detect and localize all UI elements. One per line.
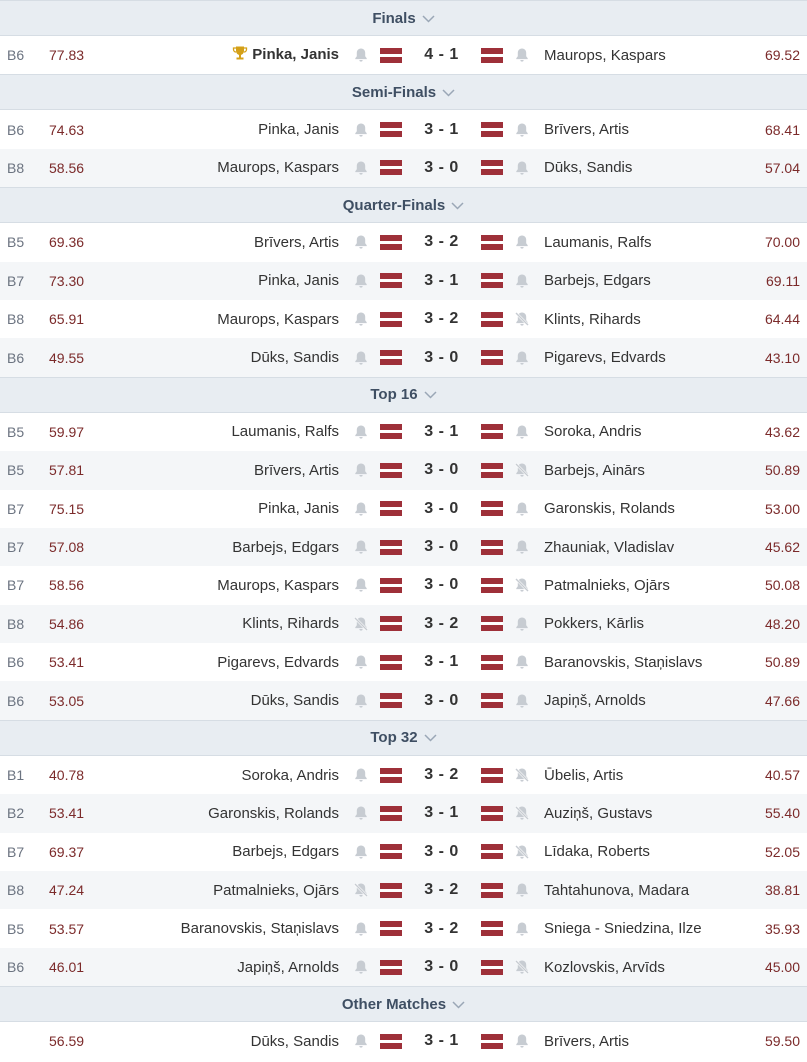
player1-average: 75.15	[49, 500, 85, 517]
player2-average: 69.11	[766, 272, 800, 289]
player2-name[interactable]: Klints, Rihards	[544, 310, 641, 328]
match-row[interactable]	[0, 528, 807, 566]
player1-average: 57.81	[49, 462, 85, 479]
bell-icon[interactable]	[352, 959, 370, 975]
player2-average: 35.93	[764, 920, 800, 937]
player2-name[interactable]: Pokkers, Kārlis	[544, 615, 645, 633]
bell-icon[interactable]	[513, 47, 531, 63]
latvia-flag-icon	[481, 424, 503, 439]
board-code: B6	[7, 349, 25, 366]
latvia-flag-icon	[380, 160, 402, 175]
latvia-flag-icon	[481, 844, 503, 859]
match-score[interactable]: 3 - 0	[424, 538, 459, 556]
player1-name-text: Baranovskis, Staņislavs	[180, 920, 339, 938]
bell-icon[interactable]	[352, 501, 370, 517]
latvia-flag-icon	[481, 883, 503, 898]
player1-name-text: Pigarevs, Edvards	[217, 653, 339, 671]
player1-average: 65.91	[49, 311, 85, 328]
player1-name[interactable]	[109, 159, 339, 176]
player2-average: 50.08	[764, 577, 800, 594]
match-score[interactable]: 3 - 2	[424, 766, 459, 784]
bell-icon[interactable]	[352, 921, 370, 937]
player2-name[interactable]: Barbejs, Ainārs	[544, 461, 645, 479]
bell-icon[interactable]	[513, 350, 531, 366]
player1-average: 73.30	[49, 272, 85, 289]
player1-name[interactable]	[109, 920, 339, 937]
match-row[interactable]	[0, 566, 807, 604]
player2-average: 50.89	[764, 654, 800, 671]
latvia-flag-icon	[481, 578, 503, 593]
match-row[interactable]	[0, 262, 807, 300]
section-title: Other Matches	[341, 995, 447, 1013]
match-score[interactable]: 3 - 2	[424, 233, 459, 251]
board-code: B6	[7, 654, 25, 671]
latvia-flag-icon	[380, 806, 402, 821]
player2-name[interactable]: Soroka, Andris	[544, 423, 642, 441]
player1-name-text: Maurops, Kaspars	[217, 576, 339, 594]
bell-icon[interactable]	[352, 234, 370, 250]
bell-icon[interactable]	[352, 577, 370, 593]
latvia-flag-icon	[481, 501, 503, 516]
bell-icon[interactable]	[352, 350, 370, 366]
player2-average: 45.62	[764, 539, 800, 556]
player1-name-text: Pinka, Janis	[258, 500, 339, 518]
bell-off-icon[interactable]	[352, 616, 370, 632]
latvia-flag-icon	[380, 655, 402, 670]
player1-average: 40.78	[49, 767, 85, 784]
player1-average: 77.83	[49, 47, 85, 64]
player2-average: 55.40	[764, 805, 800, 822]
latvia-flag-icon	[380, 424, 402, 439]
player1-name-text: Patmalnieks, Ojārs	[213, 881, 339, 899]
match-row[interactable]	[0, 36, 807, 74]
board-code: B5	[7, 920, 25, 937]
bell-icon[interactable]	[513, 654, 531, 670]
player2-average: 64.44	[764, 311, 800, 328]
section-title: Semi-Finals	[351, 83, 437, 101]
chevron-down-icon[interactable]	[451, 197, 464, 214]
match-row[interactable]	[0, 1022, 807, 1060]
match-row[interactable]	[0, 338, 807, 376]
board-code: B2	[7, 805, 25, 822]
bell-off-icon[interactable]	[513, 462, 531, 478]
player2-name[interactable]: Japiņš, Arnolds	[544, 692, 646, 710]
chevron-down-icon[interactable]	[424, 729, 437, 746]
bell-icon[interactable]	[352, 539, 370, 555]
latvia-flag-icon	[481, 655, 503, 670]
player2-name[interactable]: Barbejs, Edgars	[544, 272, 651, 290]
player2-name[interactable]: Garonskis, Rolands	[544, 500, 675, 518]
latvia-flag-icon	[380, 768, 402, 783]
player1-name[interactable]	[109, 959, 339, 976]
latvia-flag-icon	[380, 350, 402, 365]
player1-name-text: Maurops, Kaspars	[217, 159, 339, 177]
latvia-flag-icon	[380, 693, 402, 708]
bell-icon[interactable]	[513, 273, 531, 289]
bell-icon[interactable]	[513, 1033, 531, 1049]
player2-name[interactable]: Dūks, Sandis	[544, 159, 633, 177]
player2-average: 40.57	[764, 767, 800, 784]
latvia-flag-icon	[481, 160, 503, 175]
bell-icon[interactable]	[513, 693, 531, 709]
player1-name[interactable]	[109, 311, 339, 328]
board-code: B7	[7, 539, 25, 556]
board-code: B7	[7, 272, 25, 289]
latvia-flag-icon	[380, 883, 402, 898]
player2-average: 48.20	[764, 615, 800, 632]
player1-name[interactable]	[109, 843, 339, 860]
latvia-flag-icon	[481, 122, 503, 137]
bell-icon[interactable]	[352, 122, 370, 138]
match-row[interactable]	[0, 605, 807, 643]
bell-icon[interactable]	[513, 424, 531, 440]
player1-average: 57.08	[49, 539, 85, 556]
player1-name-text: Brīvers, Artis	[253, 233, 339, 251]
player1-name-text: Laumanis, Ralfs	[231, 423, 339, 441]
latvia-flag-icon	[481, 616, 503, 631]
player1-name[interactable]	[109, 1033, 339, 1050]
bell-icon[interactable]	[513, 160, 531, 176]
player1-name[interactable]	[109, 272, 339, 289]
bell-off-icon[interactable]	[513, 805, 531, 821]
latvia-flag-icon	[481, 921, 503, 936]
match-row[interactable]	[0, 149, 807, 187]
player2-average: 68.41	[764, 121, 800, 138]
player2-name[interactable]: Auziņš, Gustavs	[544, 804, 653, 822]
player1-name[interactable]	[109, 462, 339, 479]
player1-average: 58.56	[49, 159, 85, 176]
bell-icon[interactable]	[352, 693, 370, 709]
player2-average: 45.00	[764, 959, 800, 975]
player1-average: 58.56	[49, 577, 85, 594]
player2-name[interactable]: Tahtahunova, Madara	[544, 881, 690, 899]
latvia-flag-icon	[481, 235, 503, 250]
player2-average: 43.10	[764, 349, 800, 366]
bell-icon[interactable]	[352, 805, 370, 821]
match-score[interactable]: 3 - 2	[424, 881, 459, 899]
bell-icon[interactable]	[352, 844, 370, 860]
latvia-flag-icon	[380, 273, 402, 288]
match-row[interactable]	[0, 756, 807, 794]
match-row[interactable]	[0, 871, 807, 909]
player1-name-text: Pinka, Janis	[258, 121, 339, 139]
match-score[interactable]: 3 - 1	[424, 120, 459, 138]
match-row[interactable]	[0, 909, 807, 947]
match-score[interactable]: 3 - 1	[424, 1032, 459, 1050]
match-score[interactable]: 3 - 0	[424, 461, 459, 479]
player2-average: 57.04	[764, 159, 800, 176]
player1-name-text: Barbejs, Edgars	[232, 843, 339, 861]
latvia-flag-icon	[481, 960, 503, 975]
player1-name[interactable]	[109, 349, 339, 366]
match-row[interactable]	[0, 948, 807, 986]
latvia-flag-icon	[380, 312, 402, 327]
bell-off-icon[interactable]	[513, 767, 531, 783]
latvia-flag-icon	[380, 235, 402, 250]
player2-name[interactable]: Līdaka, Roberts	[544, 843, 650, 861]
player1-average: 69.37	[49, 843, 85, 860]
player2-name[interactable]: Sniega - Sniedzina, Ilze	[544, 920, 702, 938]
section-title: Quarter-Finals	[342, 196, 446, 214]
match-score[interactable]: 3 - 0	[424, 499, 459, 517]
latvia-flag-icon	[380, 122, 402, 137]
board-code: B8	[7, 882, 25, 899]
player2-name[interactable]: Baranovskis, Staņislavs	[544, 653, 703, 671]
player1-name[interactable]	[109, 654, 339, 671]
player1-name[interactable]	[109, 692, 339, 709]
player1-name[interactable]	[109, 423, 339, 440]
bell-icon[interactable]	[513, 616, 531, 632]
bell-icon[interactable]	[352, 1033, 370, 1049]
board-code: B8	[7, 159, 25, 176]
latvia-flag-icon	[380, 1034, 402, 1049]
match-score[interactable]: 3 - 0	[424, 691, 459, 709]
player1-name-text: Dūks, Sandis	[250, 692, 339, 710]
bell-icon[interactable]	[352, 767, 370, 783]
match-score[interactable]: 3 - 1	[424, 271, 459, 289]
board-code: B7	[7, 500, 25, 517]
player2-name[interactable]: Pigarevs, Edvards	[544, 349, 666, 367]
player1-name-text: Klints, Rihards	[242, 615, 339, 633]
match-score[interactable]: 3 - 1	[424, 422, 459, 440]
player2-average: 70.00	[764, 234, 800, 251]
match-row[interactable]	[0, 490, 807, 528]
player1-name-text: Japiņš, Arnolds	[237, 958, 339, 976]
section-header[interactable]	[0, 0, 807, 36]
chevron-down-icon[interactable]	[442, 84, 455, 101]
player2-name[interactable]: Brīvers, Artis	[544, 1032, 630, 1050]
bell-icon[interactable]	[352, 462, 370, 478]
match-row[interactable]	[0, 451, 807, 489]
board-code: B6	[7, 692, 25, 709]
match-row[interactable]	[0, 681, 807, 719]
player1-name-text: Pinka, Janis	[258, 272, 339, 290]
bell-off-icon[interactable]	[513, 844, 531, 860]
player1-name-text: Dūks, Sandis	[250, 1032, 339, 1050]
player1-name-text: Brīvers, Artis	[253, 461, 339, 479]
match-score[interactable]: 3 - 0	[424, 576, 459, 594]
board-code: B5	[7, 234, 25, 251]
player2-name[interactable]: Laumanis, Ralfs	[544, 233, 652, 251]
bell-off-icon[interactable]	[513, 577, 531, 593]
player1-average: 56.59	[49, 1033, 85, 1050]
bell-icon[interactable]	[352, 273, 370, 289]
chevron-down-icon[interactable]	[424, 386, 437, 403]
match-score[interactable]: 3 - 0	[424, 158, 459, 176]
match-row[interactable]	[0, 794, 807, 832]
match-score[interactable]: 3 - 2	[424, 919, 459, 937]
player2-name[interactable]: Patmalnieks, Ojārs	[544, 576, 670, 594]
player1-average: 53.57	[49, 920, 85, 937]
board-code: B8	[7, 615, 25, 632]
player1-name[interactable]	[109, 234, 339, 251]
section-header[interactable]	[0, 377, 807, 413]
player1-average: 49.55	[49, 349, 85, 366]
section-header[interactable]	[0, 187, 807, 223]
bell-icon[interactable]	[352, 47, 370, 63]
latvia-flag-icon	[380, 960, 402, 975]
match-score[interactable]: 3 - 0	[424, 842, 459, 860]
board-code: B5	[7, 462, 25, 479]
latvia-flag-icon	[380, 48, 402, 63]
latvia-flag-icon	[380, 501, 402, 516]
match-row[interactable]	[0, 833, 807, 871]
bell-icon[interactable]	[352, 654, 370, 670]
player1-name[interactable]	[109, 805, 339, 822]
player1-name[interactable]	[109, 500, 339, 517]
latvia-flag-icon	[380, 578, 402, 593]
section-header[interactable]	[0, 720, 807, 756]
match-row[interactable]	[0, 110, 807, 148]
player2-average: 52.05	[764, 843, 800, 860]
player1-name[interactable]	[109, 767, 339, 784]
chevron-down-icon[interactable]	[422, 10, 435, 27]
match-score[interactable]: 3 - 2	[424, 614, 459, 632]
player2-average: 38.81	[764, 882, 800, 899]
player2-name[interactable]: Zhauniak, Vladislav	[544, 538, 675, 556]
player2-average: 50.89	[764, 462, 800, 479]
board-code: B6	[7, 47, 25, 64]
player1-average: 69.36	[49, 234, 85, 251]
match-score[interactable]: 3 - 0	[424, 348, 459, 366]
player1-name[interactable]	[109, 539, 339, 556]
latvia-flag-icon	[380, 616, 402, 631]
bell-icon[interactable]	[513, 234, 531, 250]
board-code: B7	[7, 843, 25, 860]
latvia-flag-icon	[481, 806, 503, 821]
latvia-flag-icon	[481, 463, 503, 478]
player1-average: 53.41	[49, 805, 85, 822]
player2-average: 69.52	[764, 47, 800, 64]
board-code: B8	[7, 311, 25, 328]
latvia-flag-icon	[380, 463, 402, 478]
match-score[interactable]: 3 - 2	[424, 310, 459, 328]
player1-average: 46.01	[49, 959, 85, 975]
latvia-flag-icon	[481, 350, 503, 365]
bell-icon[interactable]	[513, 921, 531, 937]
match-score[interactable]: 3 - 1	[424, 804, 459, 822]
section-header[interactable]	[0, 74, 807, 110]
match-row[interactable]	[0, 643, 807, 681]
section-header[interactable]	[0, 986, 807, 1022]
player1-average: 53.05	[49, 692, 85, 709]
player1-name[interactable]	[109, 45, 339, 65]
bell-off-icon[interactable]	[513, 959, 531, 975]
latvia-flag-icon	[481, 1034, 503, 1049]
bell-icon[interactable]	[352, 160, 370, 176]
trophy-icon	[232, 45, 248, 65]
player2-average: 47.66	[764, 692, 800, 709]
player1-name[interactable]	[109, 121, 339, 138]
latvia-flag-icon	[481, 693, 503, 708]
latvia-flag-icon	[481, 312, 503, 327]
match-score[interactable]: 4 - 1	[424, 46, 459, 64]
latvia-flag-icon	[380, 540, 402, 555]
section-title: Top 16	[370, 386, 418, 404]
chevron-down-icon[interactable]	[452, 996, 465, 1013]
bell-icon[interactable]	[513, 122, 531, 138]
player2-name[interactable]: Brīvers, Artis	[544, 121, 630, 139]
board-code: B6	[7, 121, 25, 138]
player1-name[interactable]	[109, 882, 339, 899]
latvia-flag-icon	[481, 48, 503, 63]
board-code: B5	[7, 423, 25, 440]
match-score[interactable]: 3 - 0	[424, 958, 459, 975]
section-title: Top 32	[370, 729, 418, 747]
player1-average: 47.24	[49, 882, 85, 899]
player2-average: 43.62	[764, 423, 800, 440]
player2-average: 53.00	[764, 500, 800, 517]
board-code: B7	[7, 577, 25, 594]
player2-name[interactable]: Kozlovskis, Arvīds	[544, 958, 665, 976]
latvia-flag-icon	[481, 768, 503, 783]
bell-icon[interactable]	[513, 539, 531, 555]
player1-name-text: Barbejs, Edgars	[232, 538, 339, 556]
section-title: Finals	[372, 9, 416, 27]
latvia-flag-icon	[380, 921, 402, 936]
latvia-flag-icon	[380, 844, 402, 859]
player2-name[interactable]: Ūbelis, Artis	[544, 766, 624, 784]
player2-name[interactable]: Maurops, Kaspars	[544, 46, 666, 64]
player1-name-text: Garonskis, Rolands	[208, 804, 339, 822]
player2-average: 59.50	[764, 1033, 800, 1050]
player1-name-text: Pinka, Janis	[252, 46, 339, 64]
match-row[interactable]	[0, 300, 807, 338]
player1-name[interactable]	[109, 615, 339, 632]
match-score[interactable]: 3 - 1	[424, 653, 459, 671]
player1-average: 54.86	[49, 615, 85, 632]
match-row[interactable]	[0, 413, 807, 451]
latvia-flag-icon	[481, 540, 503, 555]
player1-name-text: Soroka, Andris	[241, 766, 339, 784]
player1-average: 53.41	[49, 654, 85, 671]
bell-off-icon[interactable]	[513, 311, 531, 327]
bell-icon[interactable]	[352, 311, 370, 327]
player1-average: 59.97	[49, 423, 85, 440]
bell-icon[interactable]	[513, 501, 531, 517]
player1-name-text: Maurops, Kaspars	[217, 310, 339, 328]
bell-off-icon[interactable]	[352, 882, 370, 898]
player1-name-text: Dūks, Sandis	[250, 349, 339, 367]
bell-icon[interactable]	[352, 424, 370, 440]
match-row[interactable]	[0, 223, 807, 261]
bell-icon[interactable]	[513, 882, 531, 898]
board-code: B1	[7, 767, 25, 784]
latvia-flag-icon	[481, 273, 503, 288]
player1-name[interactable]	[109, 577, 339, 594]
board-code: B6	[7, 959, 25, 975]
player1-average: 74.63	[49, 121, 85, 138]
